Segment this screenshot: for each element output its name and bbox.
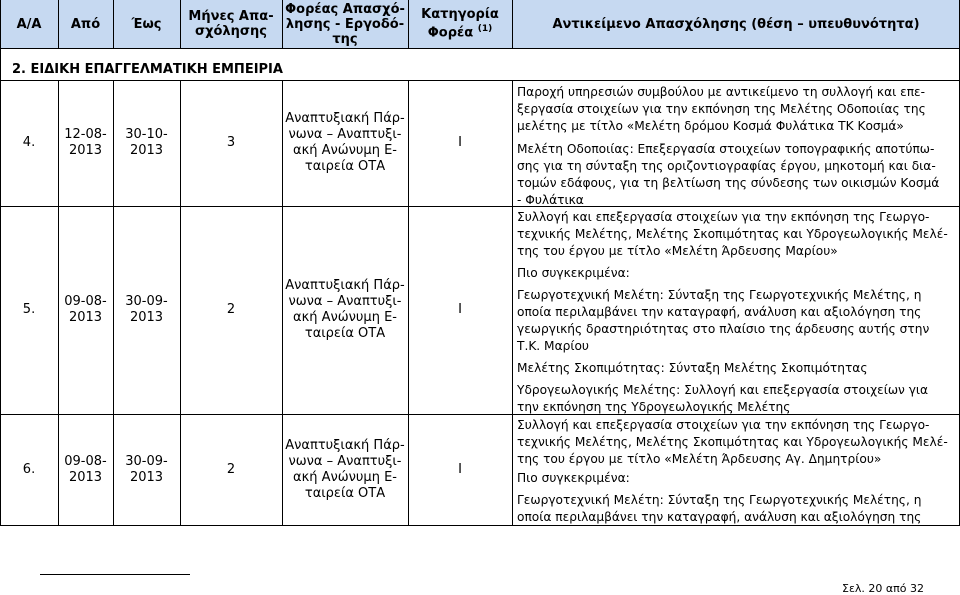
- grid-line: [512, 0, 513, 49]
- row-months: 2: [226, 461, 236, 477]
- header-from: Από: [70, 16, 101, 32]
- grid-line: [512, 80, 513, 526]
- row-description: Συλλογή και επεξεργασία στοιχείων για την εκπόνηση της Γεωργο- τεχνικής Μελέτης, Μελέτης Σκοπιμότητας και Υδρογεωλογικής Μελέ- της του έργου με τίτλο «Μελέτη Άρδευσης Μαρίου» Πιο συγκεκριμένα: Γεωργοτεχνική Μελέτη: Σύνταξη της Γεωργοτεχνικής Μελέτης, η οποία περιλαμβάνει την καταγραφή, ανάλυση και αξιολόγηση της γεωργικής δραστηριότητας στο πλαίσιο της άρδευσης αυτής στην Τ.Κ. Μαρίου Μελέτης Σκοπιμότητας: Σύνταξη Μελέτης Σκοπιμότητας Υδρογεωλογικής Μελέτης: Συλλογή και επεξεργασία στοιχείων για την εκπόνηση της Υδρογεωλογικής Μελέτης: [517, 210, 948, 414]
- row-to-date: 30-09- 2013: [125, 453, 168, 485]
- grid-line: [113, 0, 114, 49]
- header-employer: Φορέας Απασχό- λησης - Εργοδό- της: [285, 1, 405, 47]
- row-category: Ι: [458, 135, 462, 150]
- grid-line: [180, 0, 181, 49]
- grid-line: [0, 48, 960, 49]
- header-months: Μήνες Απα- σχόλησης: [188, 9, 274, 39]
- page-number: Σελ. 20 από 32: [842, 582, 924, 595]
- row-from-date: 09-08- 2013: [64, 294, 107, 325]
- row-to-date: 30-10- 2013: [125, 127, 168, 158]
- section-title: 2. ΕΙΔΙΚΗ ΕΠΑΓΓΕΛΜΑΤΙΚΗ ΕΜΠΕΙΡΙΑ: [12, 62, 283, 77]
- row-category: Ι: [458, 461, 462, 477]
- header-aa: Α/Α: [16, 16, 42, 32]
- row-employer: Αναπτυξιακή Πάρ- νωνα – Αναπτυξι- ακή Ανώνυμη Ε- ταιρεία ΟΤΑ: [285, 437, 405, 501]
- header-object: Αντικείμενο Απασχόλησης (θέση – υπευθυνότητα): [552, 16, 920, 32]
- row-aa: 6.: [22, 461, 36, 477]
- row-description: Συλλογή και επεξεργασία στοιχείων για την εκπόνηση της Γεωργο- τεχνικής Μελέτης, Μελέτης Σκοπιμότητας και Υδρογεωλογικής Μελέ- της του έργου με τίτλο «Μελέτη Άρδευσης Αγ. Δημητρίου» Πιο συγκεκριμένα: Γεωργοτεχνική Μελέτη: Σύνταξη της Γεωργοτεχνικής Μελέτης, η οποία περιλαμβάνει την καταγραφή, ανάλυση και αξιολόγηση της: [517, 418, 948, 524]
- row-from-date: 12-08- 2013: [64, 127, 107, 158]
- grid-line: [408, 0, 409, 49]
- header-category: Κατηγορία Φορέα $^{(1)}$: [421, 7, 499, 41]
- footnote-separator: [40, 574, 190, 575]
- row-employer: Αναπτυξιακή Πάρ- νωνα – Αναπτυξι- ακή Ανώνυμη Ε- ταιρεία ΟΤΑ: [285, 278, 405, 341]
- row-aa: 4.: [22, 135, 36, 150]
- row-employer: Αναπτυξιακή Πάρ- νωνα – Αναπτυξι- ακή Ανώνυμη Ε- ταιρεία ΟΤΑ: [285, 111, 405, 174]
- row-months: 2: [226, 302, 236, 317]
- row-from-date: 09-08- 2013: [64, 453, 107, 485]
- grid-line: [58, 0, 59, 49]
- row-description: Παροχή υπηρεσιών συμβούλου με αντικείμενο τη συλλογή και επε- ξεργασία στοιχείων για την εκπόνηση της Μελέτης Οδοποιίας της μελέτης με τίτλο «Μελέτη δρόμου Κοσμά Φυλάτικα ΤΚ Κοσμά» Μελέτη Οδοποιίας: Επεξεργασία στοιχείων τοπογραφικής αποτύπω- σης για τη σύνταξη της οριζοντιογραφίας έργου, μηκοτομή και δια- τομών εδάφους, για τη βελτίωση της σύνδεσης των οικισμών Κοσμά - Φυλάτικα: [517, 85, 940, 207]
- row-category: Ι: [458, 302, 462, 317]
- row-to-date: 30-09- 2013: [125, 294, 168, 325]
- row-months: 3: [226, 135, 236, 150]
- header-to: Έως: [131, 16, 162, 32]
- grid-line: [282, 0, 283, 49]
- row-aa: 5.: [22, 302, 36, 317]
